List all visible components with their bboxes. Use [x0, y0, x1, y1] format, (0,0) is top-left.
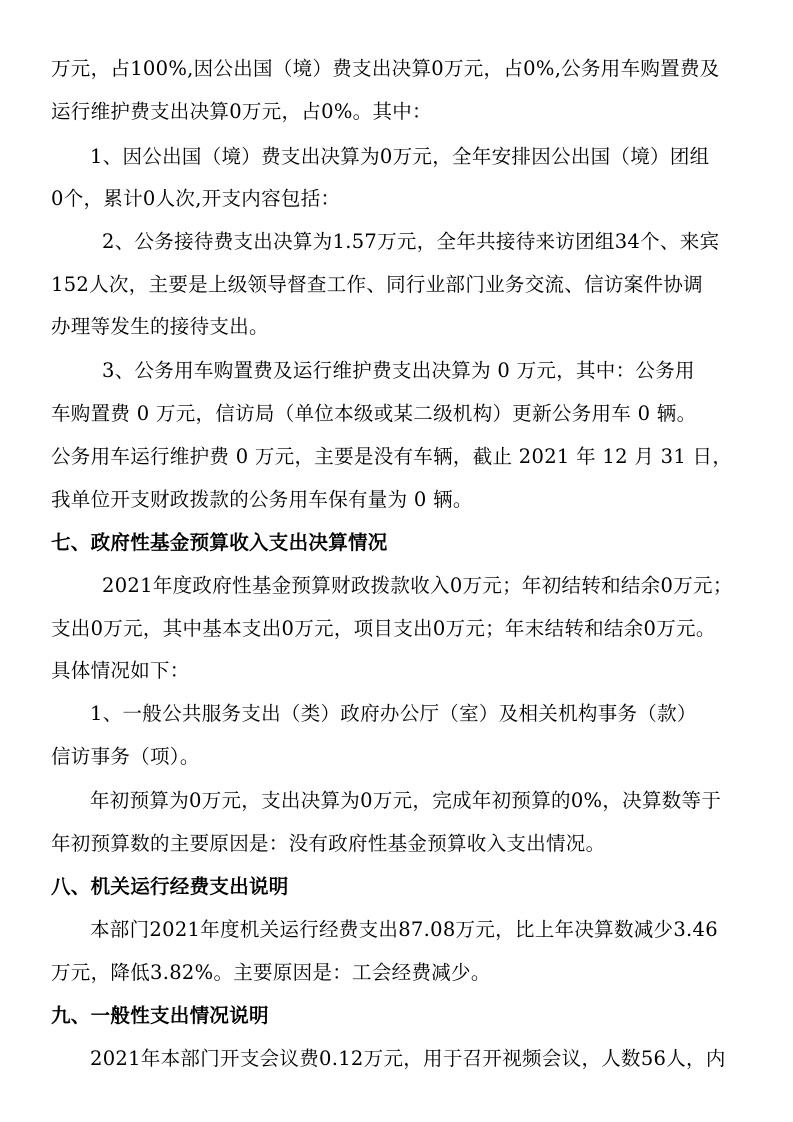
- paragraph-line: 万元，降低3.82%。主要原因是：工会经费减少。: [51, 961, 491, 984]
- paragraph-line: 车购置费 0 万元，信访局（单位本级或某二级机构）更新公务用车 0 辆。: [51, 402, 697, 425]
- paragraph-line: 2021年本部门开支会议费0.12万元，用于召开视频会议，人数56人，内: [90, 1047, 726, 1070]
- paragraph-line: 1、因公出国（境）费支出决算为0万元，全年安排因公出国（境）团组: [90, 145, 710, 168]
- paragraph-line: 公务用车运行维护费 0 万元，主要是没有车辆，截止 2021 年 12 月 31 日，: [51, 445, 733, 468]
- paragraph-line: 我单位开支财政拨款的公务用车保有量为 0 辆。: [51, 488, 473, 511]
- paragraph-line: 年初预算数的主要原因是：没有政府性基金预算收入支出情况。: [51, 832, 606, 855]
- section-heading: 七、政府性基金预算收入支出决算情况: [51, 531, 388, 554]
- paragraph-line: 2、公务接待费支出决算为1.57万元，全年共接待来访团组34个、来宾: [102, 230, 720, 253]
- paragraph-line: 支出0万元，其中基本支出0万元，项目支出0万元；年末结转和结余0万元。: [51, 617, 716, 640]
- paragraph-line: 0个，累计0人次,开支内容包括：: [51, 187, 341, 210]
- paragraph-line: 信访事务（项）。: [51, 745, 200, 768]
- paragraph-line: 152人次，主要是上级领导督查工作、同行业部门业务交流、信访案件协调: [51, 273, 703, 296]
- paragraph-line: 本部门2021年度机关运行经费支出87.08万元，比上年决算数减少3.46: [90, 918, 718, 941]
- paragraph-line: 2021年度政府性基金预算财政拨款收入0万元；年初结转和结余0万元；: [102, 574, 733, 597]
- paragraph-line: 万元，占100%,因公出国（境）费支出决算0万元，占0%,公务用车购置费及: [51, 57, 720, 80]
- section-heading: 八、机关运行经费支出说明: [51, 875, 289, 898]
- paragraph-line: 3、公务用车购置费及运行维护费支出决算为 0 万元，其中：公务用: [102, 359, 695, 382]
- paragraph-line: 办理等发生的接待支出。: [51, 315, 269, 338]
- section-heading: 九、一般性支出情况说明: [51, 1004, 269, 1027]
- paragraph-line: 运行维护费支出决算0万元，占0%。其中：: [51, 100, 432, 123]
- paragraph-line: 年初预算为0万元，支出决算为0万元，完成年初预算的0%，决算数等于: [90, 789, 722, 812]
- paragraph-line: 1、一般公共服务支出（类）政府办公厅（室）及相关机构事务（款）: [90, 702, 697, 725]
- paragraph-line: 具体情况如下：: [51, 659, 190, 682]
